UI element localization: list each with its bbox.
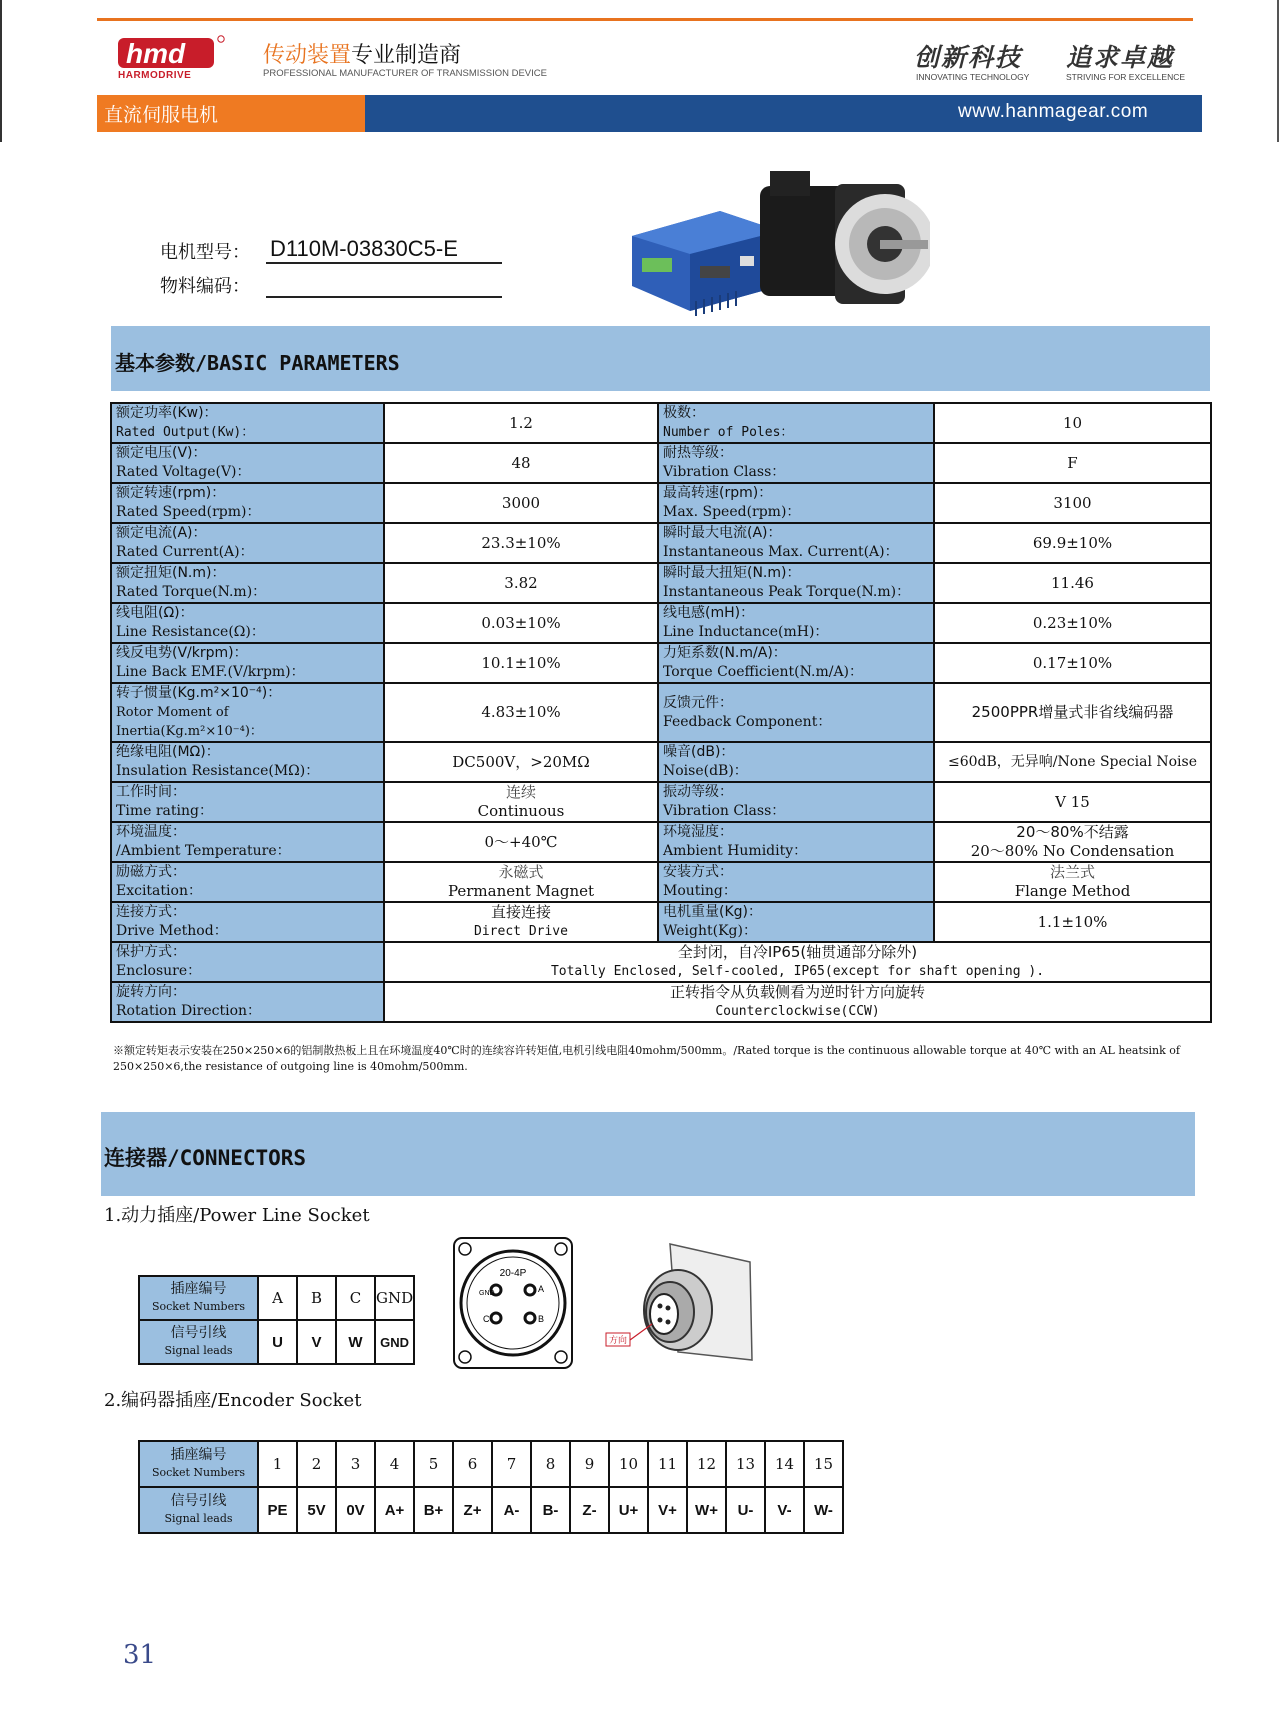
signal-label-en: Signal leads xyxy=(164,1344,233,1357)
param-label-en: Enclosure： xyxy=(116,963,202,979)
param-value-text: Totally Enclosed, Self-cooled, IP65(except for shaft opening ). xyxy=(550,964,1045,979)
param-label-en: Instantaneous Max. Current(A)： xyxy=(663,544,899,560)
pin-cell: 2 xyxy=(297,1441,336,1487)
signal-cell: A- xyxy=(492,1487,531,1533)
socket-label-cn: 插座编号 xyxy=(170,1447,227,1463)
signal-cell: 0V xyxy=(336,1487,375,1533)
param-value-text: 48 xyxy=(511,453,531,472)
param-value xyxy=(384,862,658,902)
param-label xyxy=(111,563,384,603)
param-label xyxy=(111,443,384,483)
signal-leads-header xyxy=(139,1487,258,1533)
param-value-text: 0.03±10% xyxy=(481,613,561,632)
tagline-highlight: 传动装置 xyxy=(263,43,352,68)
signal-cell: V- xyxy=(765,1487,804,1533)
param-value xyxy=(384,643,658,683)
param-label-cn: 环境温度： xyxy=(116,824,186,840)
param-value-cn: 全封闭，自冷IP65(轴贯通部分除外) xyxy=(677,943,918,961)
tagline-en: PROFESSIONAL MANUFACTURER OF TRANSMISSION DEVICE xyxy=(263,68,547,79)
pin-cell: 1 xyxy=(258,1441,297,1487)
table-row xyxy=(111,563,1211,603)
param-value xyxy=(934,782,1211,822)
table-row xyxy=(139,1320,414,1364)
table-row xyxy=(139,1441,843,1487)
pin-cell: 9 xyxy=(570,1441,609,1487)
signal-cell: Z+ xyxy=(453,1487,492,1533)
table-row xyxy=(111,822,1211,862)
signal-cell: V+ xyxy=(648,1487,687,1533)
param-label-en: Rated Speed(rpm)： xyxy=(116,504,261,520)
param-label xyxy=(111,603,384,643)
param-label-cn: 反馈元件： xyxy=(663,694,733,711)
param-value xyxy=(934,483,1211,523)
pin-cell: 12 xyxy=(687,1441,726,1487)
param-value-text: 10 xyxy=(1062,413,1083,432)
param-value xyxy=(934,862,1211,902)
table-row xyxy=(111,742,1211,782)
param-label-en: Line Back EMF.(V/krpm)： xyxy=(116,664,305,680)
param-label-en: Ambient Humidity： xyxy=(663,843,808,859)
param-label-cn: 安装方式： xyxy=(663,864,733,880)
param-label-cn: 噪音(dB)： xyxy=(663,744,735,760)
param-label-en: Line Resistance(Ω)： xyxy=(116,624,265,640)
param-value xyxy=(934,603,1211,643)
svg-text:hmd: hmd xyxy=(126,38,186,69)
param-value-cn: 20～80%不结露 xyxy=(1016,823,1129,841)
param-label xyxy=(111,822,384,862)
signal-cell: V xyxy=(297,1320,336,1364)
param-label-cn: 环境湿度： xyxy=(663,824,733,840)
param-value xyxy=(934,683,1211,742)
param-value xyxy=(934,523,1211,563)
param-label xyxy=(658,822,934,862)
param-value xyxy=(384,683,658,742)
signal-cell: B- xyxy=(531,1487,570,1533)
param-value-text: Flange Method xyxy=(1014,882,1131,900)
param-label-en: Drive Method： xyxy=(116,923,228,939)
param-value xyxy=(384,822,658,862)
param-value-text: 0.23±10% xyxy=(1032,613,1113,632)
motor-driver-product-image xyxy=(630,166,930,321)
param-label xyxy=(111,742,384,782)
param-value xyxy=(384,942,1211,982)
socket-label-cn: 插座编号 xyxy=(170,1281,227,1297)
motto-innovating: 创新科技 xyxy=(914,43,1023,72)
signal-cell: A+ xyxy=(375,1487,414,1533)
param-value xyxy=(934,822,1211,862)
website-link[interactable]: www.hanmagear.com xyxy=(958,101,1149,122)
direction-label: 方向 xyxy=(608,1336,628,1346)
param-label-cn: 最高转速(rpm)： xyxy=(663,485,773,501)
param-label-cn: 励磁方式： xyxy=(116,864,186,880)
motto-striving-en: STRIVING FOR EXCELLENCE xyxy=(1066,72,1186,82)
param-label xyxy=(658,862,934,902)
socket-label-en: Socket Numbers xyxy=(151,1466,245,1479)
param-label xyxy=(658,742,934,782)
signal-cell: W- xyxy=(804,1487,843,1533)
table-row xyxy=(111,443,1211,483)
param-label xyxy=(658,523,934,563)
param-value xyxy=(384,523,658,563)
param-label-cn: 工作时间： xyxy=(116,784,186,800)
brand-word: HARMODRIVE xyxy=(118,70,192,81)
socket-model-label: 20-4P xyxy=(499,1268,527,1279)
model-label: 电机型号： xyxy=(160,242,250,263)
motto-striving: 追求卓越 xyxy=(1066,43,1175,72)
pin-cell: 5 xyxy=(414,1441,453,1487)
param-value-cn: 连续 xyxy=(505,783,536,801)
param-label-cn: 连接方式： xyxy=(116,904,186,920)
param-value xyxy=(934,443,1211,483)
param-value xyxy=(384,603,658,643)
param-label xyxy=(111,483,384,523)
param-label-en: Number of Poles： xyxy=(663,425,794,440)
signal-cell: PE xyxy=(258,1487,297,1533)
table-row xyxy=(111,683,1211,742)
material-code-label: 物料编码： xyxy=(160,276,250,297)
param-value-text: 4.83±10% xyxy=(481,703,561,721)
power-socket-photo xyxy=(600,1240,760,1370)
param-value-text: Direct Drive xyxy=(474,924,568,939)
param-value xyxy=(934,403,1211,443)
pin-cell: GND xyxy=(375,1276,414,1320)
signal-cell: GND xyxy=(375,1320,414,1364)
param-value-text: 1.2 xyxy=(509,413,533,432)
pin-label-gnd: GND xyxy=(479,1290,495,1297)
param-label-cn: 保护方式： xyxy=(116,944,186,960)
param-label-en: Rated Voltage(V)： xyxy=(116,464,251,480)
param-label-en: Line Inductance(mH)： xyxy=(663,624,829,640)
param-value xyxy=(384,782,658,822)
param-value xyxy=(384,563,658,603)
pin-cell: 11 xyxy=(648,1441,687,1487)
param-label-en: Weight(Kg)： xyxy=(663,923,757,939)
param-label-en: /Ambient Temperature： xyxy=(116,843,291,859)
param-value xyxy=(934,563,1211,603)
table-row xyxy=(111,982,1211,1022)
param-label-en: Insulation Resistance(MΩ)： xyxy=(116,763,320,779)
param-value-text: V 15 xyxy=(1055,792,1090,811)
param-label-en: Noise(dB)： xyxy=(663,763,748,779)
param-value-cn: 法兰式 xyxy=(1049,863,1095,881)
tagline-cn xyxy=(263,38,461,69)
param-value xyxy=(384,902,658,942)
table-row xyxy=(111,523,1211,563)
param-label-en: Mouting： xyxy=(663,883,737,899)
param-label-en: Time rating： xyxy=(116,803,213,819)
material-code-underline xyxy=(266,296,502,298)
signal-label-en: Signal leads xyxy=(164,1512,233,1525)
socket-numbers-header xyxy=(139,1276,258,1320)
signal-cell: 5V xyxy=(297,1487,336,1533)
param-label-en: Rated Output(Kw)： xyxy=(116,425,255,440)
param-label-cn: 额定功率(Kw)： xyxy=(116,405,218,421)
param-label-en: Rotation Direction： xyxy=(116,1003,262,1019)
pin-label-a: A xyxy=(538,1284,545,1294)
param-label xyxy=(111,902,384,942)
page-edge-right xyxy=(1277,0,1279,142)
table-row xyxy=(111,603,1211,643)
param-label xyxy=(111,942,384,982)
pin-cell: 13 xyxy=(726,1441,765,1487)
param-label-cn: 旋转方向： xyxy=(116,984,186,1000)
param-label-cn: 瞬时最大扭矩(N.m)： xyxy=(663,565,801,581)
param-label xyxy=(658,782,934,822)
pin-cell: 4 xyxy=(375,1441,414,1487)
param-label-cn: 耐热等级： xyxy=(663,445,733,461)
param-value-text: 23.3±10% xyxy=(481,533,561,552)
signal-cell: U xyxy=(258,1320,297,1364)
param-label-en: Rated Torque(N.m)： xyxy=(116,584,267,600)
param-value-text: Permanent Magnet xyxy=(447,882,595,900)
param-value-cn: 正转指令从负载侧看为逆时针方向旋转 xyxy=(669,983,925,1001)
signal-cell: W+ xyxy=(687,1487,726,1533)
signal-cell: B+ xyxy=(414,1487,453,1533)
param-label xyxy=(111,683,384,742)
param-value xyxy=(384,443,658,483)
param-label xyxy=(658,443,934,483)
param-label-en: Max. Speed(rpm)： xyxy=(663,504,801,520)
table-row xyxy=(111,902,1211,942)
signal-label-cn: 信号引线 xyxy=(170,1325,227,1341)
signal-label-cn: 信号引线 xyxy=(170,1493,227,1509)
param-value-text: 10.1±10% xyxy=(481,653,561,672)
pin-cell: C xyxy=(336,1276,375,1320)
param-label-en: Vibration Class： xyxy=(663,464,786,480)
param-label xyxy=(111,782,384,822)
param-value xyxy=(934,643,1211,683)
param-label-cn: 绝缘电阻(MΩ)： xyxy=(116,744,220,760)
param-value-text: Continuous xyxy=(477,802,565,820)
power-socket-pin-diagram xyxy=(452,1236,574,1370)
table-row xyxy=(139,1276,414,1320)
param-value-text: 69.9±10% xyxy=(1032,533,1113,552)
param-label-cn: 转子惯量(Kg.m²×10⁻⁴)： xyxy=(116,685,282,701)
pin-cell: 10 xyxy=(609,1441,648,1487)
param-label-cn: 额定转速(rpm)： xyxy=(116,485,226,501)
param-label xyxy=(658,563,934,603)
param-label xyxy=(111,862,384,902)
param-label-en: Torque Coefficient(N.m/A)： xyxy=(663,664,864,680)
rated-torque-note: ※额定转矩表示安装在250×250×6的铝制散热板上且在环境温度40℃时的连续容许转矩值,电机引线电阻40mohm/500mm。/Rated torque is the continuous allowable torque at 40℃ with an AL heatsink of 250×250×6,the resistance of outgoing line is 40mohm/500mm. xyxy=(113,1044,1181,1073)
param-value-text: 1.1±10% xyxy=(1037,912,1108,931)
param-label-cn: 电机重量(Kg)： xyxy=(663,904,762,920)
basic-parameters-title: 基本参数/BASIC PARAMETERS xyxy=(115,351,400,375)
param-label-cn: 线电阻(Ω)： xyxy=(116,605,194,621)
pin-cell: B xyxy=(297,1276,336,1320)
param-value xyxy=(384,403,658,443)
param-value xyxy=(384,742,658,782)
page-number: 31 xyxy=(123,1640,157,1670)
param-value-text: 3000 xyxy=(501,493,541,512)
param-label xyxy=(658,643,934,683)
param-label xyxy=(111,403,384,443)
param-label-cn: 力矩系数(N.m/A)： xyxy=(663,645,787,661)
socket-numbers-header xyxy=(139,1441,258,1487)
param-label-cn: 振动等级： xyxy=(663,784,733,800)
param-label xyxy=(658,683,934,742)
param-value-text: F xyxy=(1067,453,1078,472)
table-row xyxy=(111,862,1211,902)
param-label-cn: 线电感(mH)： xyxy=(663,605,755,621)
param-label-en: Excitation： xyxy=(116,883,202,899)
pin-cell: 8 xyxy=(531,1441,570,1487)
tagline-rest: 专业制造商 xyxy=(351,43,462,68)
signal-cell: Z- xyxy=(570,1487,609,1533)
param-value-text: 2500PPR增量式非省线编码器 xyxy=(971,703,1174,721)
basic-parameters-table xyxy=(110,402,1212,1023)
param-label xyxy=(111,982,384,1022)
param-label xyxy=(658,403,934,443)
pin-cell: 15 xyxy=(804,1441,843,1487)
param-value-text: ≤60dB，无异响/None Special Noise xyxy=(948,753,1197,770)
param-label xyxy=(658,603,934,643)
param-value-cn: 直接连接 xyxy=(490,903,551,921)
header-top-rule xyxy=(97,18,1193,21)
param-label xyxy=(111,643,384,683)
param-value-text: DC500V，>20MΩ xyxy=(452,752,590,771)
power-socket-title: 1.动力插座/Power Line Socket xyxy=(104,1205,370,1226)
model-underline xyxy=(266,262,502,264)
param-value-text: 0～+40℃ xyxy=(484,832,558,851)
param-value-text: 20～80% No Condensation xyxy=(970,842,1175,860)
encoder-socket-title: 2.编码器插座/Encoder Socket xyxy=(104,1390,362,1411)
param-value-text: Counterclockwise(CCW) xyxy=(715,1004,880,1019)
param-value xyxy=(934,742,1211,782)
encoder-socket-table xyxy=(138,1440,844,1534)
param-value-text: 0.17±10% xyxy=(1032,653,1113,672)
param-label-cn: 瞬时最大电流(A)： xyxy=(663,525,782,541)
param-value-cn: 永磁式 xyxy=(498,863,544,881)
param-value-text: 3100 xyxy=(1053,493,1092,512)
param-label-en: Vibration Class： xyxy=(663,803,786,819)
param-value-text: 11.46 xyxy=(1051,573,1094,592)
table-row xyxy=(111,782,1211,822)
param-label-cn: 极数： xyxy=(663,405,705,421)
signal-cell: W xyxy=(336,1320,375,1364)
pin-cell: A xyxy=(258,1276,297,1320)
param-value-text: 3.82 xyxy=(504,573,538,592)
socket-label-en: Socket Numbers xyxy=(151,1300,245,1313)
table-row xyxy=(111,643,1211,683)
connectors-title: 连接器/CONNECTORS xyxy=(104,1146,307,1170)
param-label-en: Rotor Moment of Inertia(Kg.m²×10⁻⁴)： xyxy=(116,705,263,739)
page-edge-left xyxy=(0,0,2,142)
signal-cell: U- xyxy=(726,1487,765,1533)
model-value: D110M-03830C5-E xyxy=(270,236,458,261)
pin-cell: 14 xyxy=(765,1441,804,1487)
pin-label-b: B xyxy=(538,1314,545,1324)
param-value xyxy=(384,982,1211,1022)
param-label-en: Rated Current(A)： xyxy=(116,544,254,560)
param-value xyxy=(384,483,658,523)
pin-cell: 3 xyxy=(336,1441,375,1487)
pin-cell: 7 xyxy=(492,1441,531,1487)
signal-leads-header xyxy=(139,1320,258,1364)
param-label xyxy=(658,902,934,942)
power-socket-table xyxy=(138,1275,415,1365)
param-label-cn: 额定扭矩(N.m)： xyxy=(116,565,226,581)
table-row xyxy=(111,483,1211,523)
param-label xyxy=(658,483,934,523)
table-row xyxy=(111,403,1211,443)
table-row xyxy=(111,942,1211,982)
param-label-en: Instantaneous Peak Torque(N.m)： xyxy=(663,584,911,600)
motto-innovating-en: INNOVATING TECHNOLOGY xyxy=(916,72,1030,82)
param-label-en: Feedback Component： xyxy=(663,713,832,730)
param-label-cn: 额定电流(A)： xyxy=(116,525,207,541)
param-label-cn: 额定电压(V)： xyxy=(116,445,207,461)
signal-cell: U+ xyxy=(609,1487,648,1533)
pin-label-c: C xyxy=(483,1314,490,1324)
param-label xyxy=(111,523,384,563)
category-label: 直流伺服电机 xyxy=(104,104,219,126)
param-value xyxy=(934,902,1211,942)
pin-cell: 6 xyxy=(453,1441,492,1487)
param-label-cn: 线反电势(V/krpm)： xyxy=(116,645,248,661)
table-row xyxy=(139,1487,843,1533)
